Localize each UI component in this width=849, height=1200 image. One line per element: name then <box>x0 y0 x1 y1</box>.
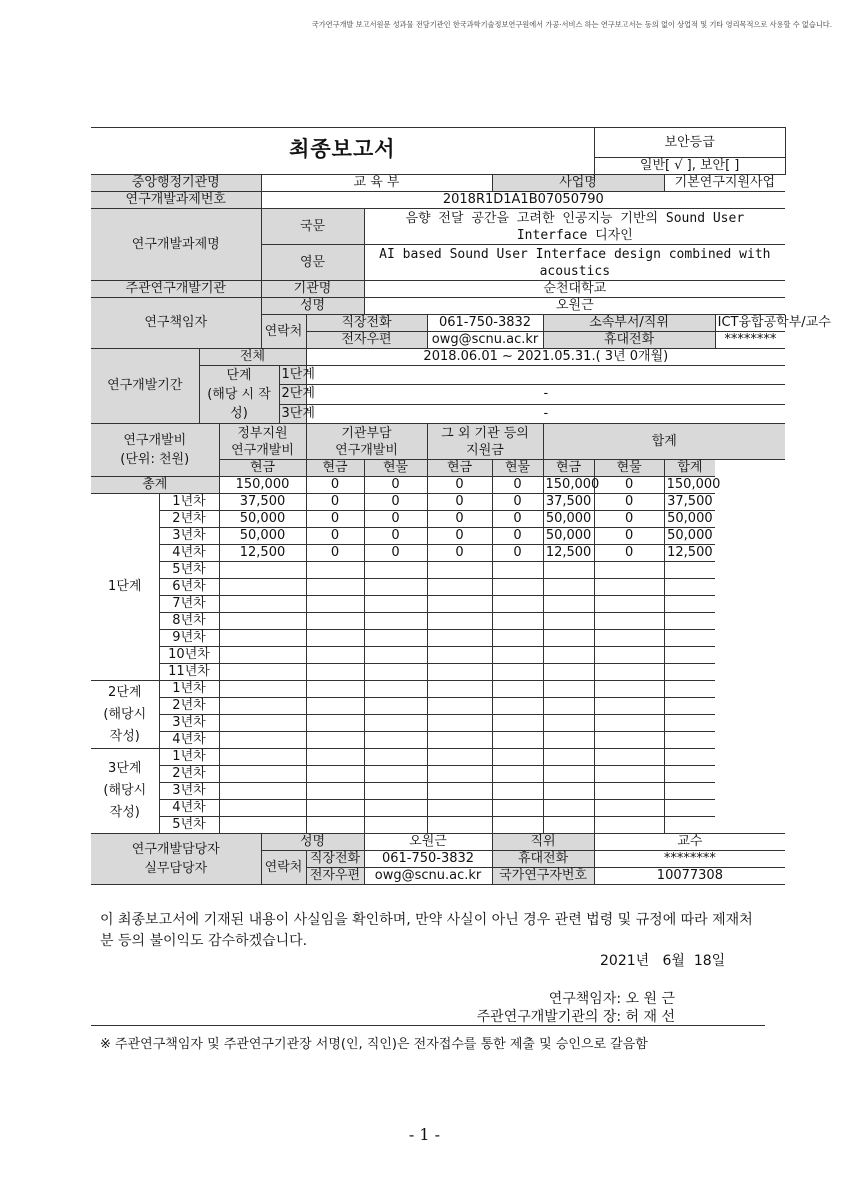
inst-funding-header: 기관부담 연구개발비 <box>306 424 427 460</box>
budget-cell <box>427 630 492 647</box>
budget-cell <box>427 783 492 800</box>
budget-cell: 0 <box>427 528 492 545</box>
period-label: 연구개발기간 <box>91 349 199 424</box>
budget-cell <box>306 715 364 732</box>
budget-cell <box>543 681 594 698</box>
stage3-label: 3단계 <box>279 404 306 423</box>
budget-cell <box>543 562 594 579</box>
staff-position-value: 교수 <box>594 834 785 851</box>
signature-footnote: ※ 주관연구책임자 및 주관연구기관장 서명(인, 직인)은 전자접수를 통한 제출 및 승인으로 갈음함 <box>100 1037 648 1052</box>
budget-cell <box>492 766 543 783</box>
researcher-number-value: 10077308 <box>594 868 785 885</box>
staff-office-phone-value: 061-750-3832 <box>364 851 492 868</box>
budget-cell: 0 <box>492 494 543 511</box>
budget-cell: 150,000 <box>543 477 594 494</box>
gov-cash-header: 현금 <box>219 460 306 477</box>
program-value: 기본연구지원사업 <box>664 175 785 192</box>
year-label: 5년차 <box>159 817 219 834</box>
stage2-group-label: 2단계 (해당시 작성) <box>91 681 159 749</box>
budget-cell: 37,500 <box>219 494 306 511</box>
budget-cell <box>594 817 664 834</box>
period-total-label: 전체 <box>199 349 306 366</box>
budget-cell <box>427 562 492 579</box>
budget-cell <box>306 817 364 834</box>
stage1-value <box>306 366 785 385</box>
year-label: 1년차 <box>159 681 219 698</box>
task-title-label: 연구개발과제명 <box>91 209 261 281</box>
budget-cell <box>364 698 427 715</box>
budget-cell: 0 <box>492 528 543 545</box>
budget-cell <box>543 664 594 681</box>
stage2-value: - <box>306 385 785 404</box>
budget-cell <box>543 698 594 715</box>
pi-dept-label: 소속부서/직위 <box>543 315 715 332</box>
budget-cell <box>427 749 492 766</box>
report-date: 2021년 6월 18일 <box>600 953 726 969</box>
budget-cell <box>306 630 364 647</box>
staff-mobile-value: ******** <box>594 851 785 868</box>
year-label: 10년차 <box>159 647 219 664</box>
budget-cell <box>219 596 306 613</box>
budget-cell <box>364 630 427 647</box>
budget-cell <box>594 664 664 681</box>
budget-row <box>91 494 785 511</box>
budget-cell <box>427 715 492 732</box>
budget-cell <box>594 630 664 647</box>
budget-cell <box>219 698 306 715</box>
budget-row <box>91 800 785 817</box>
budget-cell <box>492 596 543 613</box>
budget-cell <box>364 647 427 664</box>
stage2-label: 2단계 <box>279 385 306 404</box>
budget-cell: 50,000 <box>664 511 715 528</box>
budget-cell <box>543 732 594 749</box>
staff-position-label: 직위 <box>492 834 594 851</box>
program-label: 사업명 <box>492 175 664 192</box>
budget-cell <box>219 766 306 783</box>
staff-mobile-label: 휴대전화 <box>492 851 594 868</box>
english-title-label: 영문 <box>261 245 364 281</box>
staff-email-value: owg@scnu.ac.kr <box>364 868 492 885</box>
budget-cell <box>492 664 543 681</box>
budget-cell <box>492 647 543 664</box>
budget-cell <box>219 800 306 817</box>
english-title-value: AI based Sound User Interface design combined with acoustics <box>364 245 785 281</box>
budget-cell: 0 <box>427 545 492 562</box>
budget-cell <box>594 613 664 630</box>
ministry-value: 교 육 부 <box>261 175 492 192</box>
institution-name-label: 기관명 <box>261 281 364 298</box>
staff-contact-label: 연락처 <box>261 851 306 885</box>
budget-cell: 150,000 <box>219 477 306 494</box>
budget-cell <box>427 698 492 715</box>
stage1-group-label: 1단계 <box>91 494 159 681</box>
report-cover-table <box>91 127 831 885</box>
budget-cell <box>543 579 594 596</box>
year-label: 4년차 <box>159 545 219 562</box>
budget-cell <box>543 766 594 783</box>
budget-cell <box>492 562 543 579</box>
staff-name-label: 성명 <box>261 834 364 851</box>
budget-cell <box>664 698 715 715</box>
year-label: 8년차 <box>159 613 219 630</box>
budget-cell: 0 <box>492 511 543 528</box>
budget-cell: 50,000 <box>543 511 594 528</box>
year-label: 6년차 <box>159 579 219 596</box>
budget-cell <box>543 800 594 817</box>
budget-cell <box>427 613 492 630</box>
year-label: 3년차 <box>159 783 219 800</box>
budget-cell <box>492 783 543 800</box>
ministry-label: 중앙행정기관명 <box>91 175 261 192</box>
budget-cell <box>594 562 664 579</box>
budget-cell <box>664 562 715 579</box>
budget-cell <box>364 613 427 630</box>
budget-cell: 0 <box>364 494 427 511</box>
budget-cell <box>543 647 594 664</box>
korean-title-label: 국문 <box>261 209 364 245</box>
budget-cell <box>594 783 664 800</box>
budget-cell: 12,500 <box>219 545 306 562</box>
budget-cell <box>219 715 306 732</box>
institution-label: 주관연구개발기관 <box>91 281 261 298</box>
budget-cell <box>427 579 492 596</box>
budget-cell <box>306 613 364 630</box>
budget-cell: 0 <box>364 528 427 545</box>
budget-cell <box>219 817 306 834</box>
budget-cell <box>219 562 306 579</box>
inst-cash-header: 현금 <box>306 460 364 477</box>
budget-row <box>91 528 785 545</box>
pi-signature: 연구책임자: 오 원 근 <box>548 991 675 1007</box>
sum-header: 합계 <box>543 424 785 460</box>
budget-cell <box>492 817 543 834</box>
staff-name-value: 오원근 <box>364 834 492 851</box>
budget-cell <box>664 681 715 698</box>
budget-cell <box>364 783 427 800</box>
budget-cell <box>594 681 664 698</box>
pi-mobile-value: ******** <box>715 332 785 349</box>
inst-inkind-header: 현물 <box>364 460 427 477</box>
stage3-value: - <box>306 404 785 423</box>
pi-label: 연구책임자 <box>91 298 261 349</box>
year-label: 7년차 <box>159 596 219 613</box>
other-funding-header: 그 외 기관 등의 지원금 <box>427 424 543 460</box>
year-label: 3년차 <box>159 715 219 732</box>
budget-cell: 0 <box>427 511 492 528</box>
budget-row <box>91 579 785 596</box>
budget-cell <box>364 664 427 681</box>
budget-cell: 50,000 <box>664 528 715 545</box>
year-label: 3년차 <box>159 528 219 545</box>
budget-cell <box>664 783 715 800</box>
researcher-number-label: 국가연구자번호 <box>492 868 594 885</box>
pi-name-value: 오원근 <box>364 298 785 315</box>
budget-row <box>91 715 785 732</box>
budget-cell: 0 <box>492 545 543 562</box>
budget-cell <box>492 613 543 630</box>
budget-cell <box>543 749 594 766</box>
budget-row <box>91 766 785 783</box>
budget-row <box>91 664 785 681</box>
budget-cell <box>594 732 664 749</box>
budget-cell: 0 <box>594 477 664 494</box>
budget-cell <box>664 664 715 681</box>
year-label: 11년차 <box>159 664 219 681</box>
other-inkind-header: 현물 <box>492 460 543 477</box>
budget-cell <box>543 817 594 834</box>
budget-cell: 0 <box>594 545 664 562</box>
budget-cell: 37,500 <box>664 494 715 511</box>
budget-cell <box>664 749 715 766</box>
budget-row <box>91 596 785 613</box>
stage-label: 단계 (해당 시 작성) <box>199 366 279 424</box>
budget-cell <box>664 630 715 647</box>
budget-cell: 12,500 <box>664 545 715 562</box>
budget-cell <box>492 715 543 732</box>
stage3-group-label: 3단계 (해당시 작성) <box>91 749 159 834</box>
budget-cell <box>306 579 364 596</box>
sum-inkind-header: 현물 <box>594 460 664 477</box>
pi-email-label: 전자우편 <box>306 332 427 349</box>
budget-cell <box>219 749 306 766</box>
budget-cell <box>219 630 306 647</box>
sum-cash-header: 현금 <box>543 460 594 477</box>
budget-cell <box>492 749 543 766</box>
task-number-label: 연구개발과제번호 <box>91 192 261 209</box>
budget-row <box>91 817 785 834</box>
budget-cell <box>306 681 364 698</box>
institution-head-signature: 주관연구개발기관의 장: 허 재 선 <box>476 1009 675 1025</box>
budget-cell: 0 <box>364 511 427 528</box>
budget-cell <box>364 562 427 579</box>
staff-email-label: 전자우편 <box>306 868 364 885</box>
budget-cell: 0 <box>594 511 664 528</box>
budget-cell: 0 <box>427 477 492 494</box>
year-label: 1년차 <box>159 749 219 766</box>
budget-cell <box>306 664 364 681</box>
budget-cell: 0 <box>306 511 364 528</box>
budget-cell <box>492 800 543 817</box>
pi-name-label: 성명 <box>261 298 364 315</box>
budget-cell <box>306 698 364 715</box>
budget-cell <box>664 817 715 834</box>
budget-cell <box>492 579 543 596</box>
staff-label: 연구개발담당자 실무담당자 <box>91 834 261 885</box>
budget-cell: 0 <box>364 545 427 562</box>
budget-cell <box>306 783 364 800</box>
budget-cell: 37,500 <box>543 494 594 511</box>
budget-cell <box>664 715 715 732</box>
budget-cell <box>427 596 492 613</box>
page-number: - 1 - <box>408 1125 441 1144</box>
budget-cell: 0 <box>306 545 364 562</box>
korean-title-value: 음향 전달 공간을 고려한 인공지능 기반의 Sound User Interface 디자인 <box>364 209 785 245</box>
budget-cell: 0 <box>427 494 492 511</box>
budget-cell <box>364 817 427 834</box>
staff-office-phone-label: 직장전화 <box>306 851 364 868</box>
budget-row <box>91 783 785 800</box>
budget-cell: 0 <box>306 477 364 494</box>
security-grade-label: 보안등급 <box>594 128 785 158</box>
budget-cell <box>427 800 492 817</box>
sum-total-header: 합계 <box>664 460 715 477</box>
other-cash-header: 현금 <box>427 460 492 477</box>
budget-row <box>91 698 785 715</box>
budget-cell <box>427 817 492 834</box>
budget-cell <box>306 647 364 664</box>
budget-cell <box>364 596 427 613</box>
budget-cell <box>594 698 664 715</box>
budget-cell <box>492 732 543 749</box>
period-total-value: 2018.06.01 ~ 2021.05.31.( 3년 0개월) <box>306 349 785 366</box>
institution-name-value: 순천대학교 <box>364 281 785 298</box>
budget-cell <box>306 732 364 749</box>
budget-cell <box>543 596 594 613</box>
budget-cell: 0 <box>306 528 364 545</box>
pi-email-value: owg@scnu.ac.kr <box>427 332 543 349</box>
budget-row <box>91 732 785 749</box>
budget-cell: 0 <box>594 528 664 545</box>
year-label: 9년차 <box>159 630 219 647</box>
budget-row <box>91 613 785 630</box>
stage1-label: 1단계 <box>279 366 306 385</box>
budget-cell <box>306 749 364 766</box>
year-label: 2년차 <box>159 698 219 715</box>
year-label: 5년차 <box>159 562 219 579</box>
budget-cell <box>664 579 715 596</box>
budget-cell: 0 <box>492 477 543 494</box>
budget-row <box>91 545 785 562</box>
declaration-text: 이 최종보고서에 기재된 내용이 사실임을 확인하며, 만약 사실이 아닌 경우 관련 법령 및 규정에 따라 제재처분 등의 불이익도 감수하겠습니다. <box>100 912 753 949</box>
budget-cell: 150,000 <box>664 477 715 494</box>
budget-cell <box>427 766 492 783</box>
pi-dept-value: ICT융합공학부/교수 <box>715 315 785 332</box>
budget-cell <box>219 681 306 698</box>
budget-cell <box>427 732 492 749</box>
budget-row <box>91 647 785 664</box>
budget-cell <box>427 681 492 698</box>
budget-cell <box>219 647 306 664</box>
copyright-notice: 국가연구개발 보고서원문 성과물 전담기관인 한국과학기술정보연구원에서 가공·서비스 하는 연구보고서는 동의 없이 상업적 및 기타 영리목적으로 사용할 수 없습니다. <box>311 20 832 29</box>
budget-cell <box>492 698 543 715</box>
budget-cell <box>219 732 306 749</box>
pi-office-phone-value: 061-750-3832 <box>427 315 543 332</box>
year-label: 4년차 <box>159 800 219 817</box>
budget-cell <box>364 579 427 596</box>
security-grade-value: 일반[ √ ], 보안[ ] <box>594 158 785 175</box>
budget-cell <box>306 800 364 817</box>
budget-cell <box>594 579 664 596</box>
budget-cell <box>364 800 427 817</box>
budget-row <box>91 562 785 579</box>
year-label: 2년차 <box>159 766 219 783</box>
budget-cell: 0 <box>594 494 664 511</box>
budget-cell <box>543 613 594 630</box>
budget-cell <box>594 596 664 613</box>
budget-cell <box>664 732 715 749</box>
budget-cell: 0 <box>306 494 364 511</box>
budget-cell <box>427 647 492 664</box>
task-number-value: 2018R1D1A1B07050790 <box>261 192 785 209</box>
grand-total-label: 총계 <box>91 477 219 494</box>
year-label: 1년차 <box>159 494 219 511</box>
budget-cell <box>364 766 427 783</box>
pi-mobile-label: 휴대전화 <box>543 332 715 349</box>
budget-row <box>91 749 785 766</box>
budget-cell <box>594 800 664 817</box>
budget-cell <box>364 732 427 749</box>
budget-cell <box>543 630 594 647</box>
pi-contact-label: 연락처 <box>261 315 306 349</box>
budget-cell <box>306 562 364 579</box>
budget-cell <box>664 613 715 630</box>
budget-cell <box>219 664 306 681</box>
budget-row <box>91 681 785 698</box>
budget-cell: 12,500 <box>543 545 594 562</box>
budget-cell <box>543 715 594 732</box>
budget-cell <box>543 783 594 800</box>
budget-cell: 0 <box>364 477 427 494</box>
budget-cell <box>594 766 664 783</box>
year-label: 2년차 <box>159 511 219 528</box>
budget-cell <box>364 681 427 698</box>
budget-cell <box>219 579 306 596</box>
budget-cell <box>664 800 715 817</box>
budget-cell <box>492 681 543 698</box>
budget-cell <box>306 766 364 783</box>
budget-cell: 50,000 <box>543 528 594 545</box>
budget-cell: 50,000 <box>219 511 306 528</box>
budget-cell <box>664 766 715 783</box>
budget-cell <box>364 749 427 766</box>
budget-cell <box>364 715 427 732</box>
budget-cell: 50,000 <box>219 528 306 545</box>
budget-row <box>91 630 785 647</box>
budget-cell <box>427 664 492 681</box>
divider <box>91 1025 765 1026</box>
budget-cell <box>594 715 664 732</box>
budget-cell <box>594 749 664 766</box>
report-title: 최종보고서 <box>91 128 594 175</box>
budget-cell <box>664 647 715 664</box>
pi-office-phone-label: 직장전화 <box>306 315 427 332</box>
year-label: 4년차 <box>159 732 219 749</box>
budget-label: 연구개발비 (단위: 천원) <box>91 424 219 477</box>
budget-cell <box>594 647 664 664</box>
budget-cell <box>492 630 543 647</box>
budget-cell <box>306 596 364 613</box>
gov-funding-header: 정부지원 연구개발비 <box>219 424 306 460</box>
budget-cell <box>219 613 306 630</box>
budget-row <box>91 511 785 528</box>
budget-cell <box>664 596 715 613</box>
budget-cell <box>219 783 306 800</box>
